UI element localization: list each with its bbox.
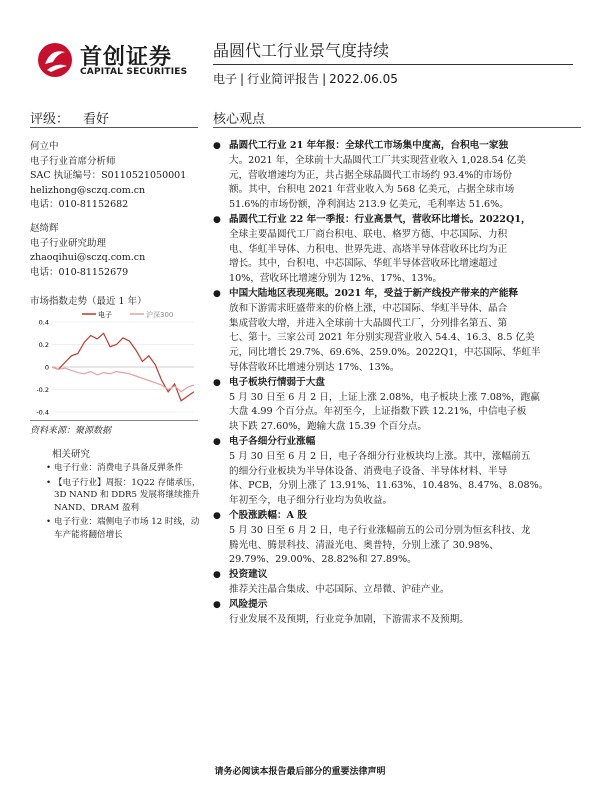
market-index-chart <box>30 308 198 418</box>
related-line: 3D NAND 和 DDR5 发展将继续推升 <box>54 490 200 500</box>
legend-label: 沪深300 <box>146 311 174 319</box>
section-bullet <box>213 509 581 524</box>
chart-title: 市场指数走势（最近 1 年） <box>30 296 147 307</box>
section-line: 年初至今，电子细分行业均为负收益。 <box>229 495 393 507</box>
y-tick-label: 0 <box>44 363 49 372</box>
brand-name-en: CAPITAL SECURITIES <box>80 67 188 77</box>
section-heading: ● 晶圆代工行业 22 年一季报：行业高景气，营收环比增长。2022Q1， <box>229 213 531 225</box>
report-meta <box>213 70 398 87</box>
section-line: 全球主要晶圆代工厂商台积电、联电、格罗方德、中芯国际、力积 <box>229 228 508 240</box>
y-tick-label: 0.4 <box>38 318 49 327</box>
analyst-card <box>30 222 145 280</box>
related-line: 车产能将翻倍增长 <box>54 529 123 540</box>
analyst-card <box>30 140 186 213</box>
section-line: 推荐关注晶合集成、中芯国际、立昂微、沪硅产业。 <box>229 583 450 595</box>
section-heading: ● 电子板块行情弱于大盘 <box>229 376 325 388</box>
section-line: 元，同比增长 29.7%、69.6%、259.0%。2022Q1，中芯国际、华虹半 <box>229 347 541 359</box>
section-line: 集成营收大增，并进入全球前十大晶圆代工厂，分列排名第五、第 <box>229 317 508 329</box>
analyst-email[interactable]: helizhong@sczq.com.cn <box>30 184 146 196</box>
analyst-phone: 电话：010-81152679 <box>30 266 129 278</box>
analyst-name: 何立中 <box>30 141 59 152</box>
section-line: 大盘 4.99 个百分点。年初至今，上证指数下跌 12.21%，中信电子板 <box>229 406 527 418</box>
section-heading: ● 个股涨跌幅：A 股 <box>229 509 307 521</box>
rating-label: 评级： <box>30 112 70 127</box>
section-line: 七、第十。三家公司 2021 年分别实现营业收入 54.4、16.3、8.5 亿美 <box>229 332 535 344</box>
rating-value: 看好 <box>83 112 110 127</box>
series-line-hs300 <box>52 367 194 392</box>
related-line: NAND、DRAM 盈利 <box>54 502 140 513</box>
section-body <box>213 524 581 568</box>
meta-separator: | <box>322 72 327 86</box>
core-divider <box>213 127 581 128</box>
analyst-cert: SAC 执证编号：S0110521050001 <box>30 170 187 181</box>
related-list <box>46 462 206 543</box>
meta-separator: | <box>240 72 245 86</box>
report-title: 晶圆代工行业景气度持续 <box>213 41 390 60</box>
legend-label: 电子 <box>98 311 112 319</box>
section-line: 5 月 30 日至 6 月 2 日，上证上涨 2.08%，电子板块上涨 7.08%，跑赢 <box>229 391 540 403</box>
section-line: 29.79%、29.00%、28.82%和 27.89%。 <box>229 554 417 566</box>
report-type: 行业简评报告 <box>247 72 320 86</box>
section-heading: ● 投资建议 <box>229 569 268 581</box>
related-line: • 【电子行业】周报：1Q22 存储承压， <box>54 477 201 488</box>
brand-name-cn: 首创证券 <box>80 45 173 70</box>
related-item[interactable] <box>46 516 206 541</box>
y-tick-label: -0.2 <box>36 386 49 394</box>
section-line: 5 月 30 日至 6 月 2 日，电子各细分行业板块均上涨。其中，涨幅前五 <box>229 450 531 462</box>
section-bullet <box>213 376 581 391</box>
related-item[interactable] <box>46 462 206 475</box>
section-line: 放和下游需求旺盛带来的价格上涨，中芯国际、华虹半导体、晶合 <box>229 302 508 314</box>
section-heading: ● 电子各细分行业涨幅 <box>229 435 316 447</box>
section-line: 51.6%的市场份额，净利润达 213.9 亿美元，毛利率达 51.6%。 <box>229 199 509 211</box>
section-body <box>213 613 581 628</box>
section-heading: ● 风险提示 <box>229 598 268 610</box>
section-bullet <box>213 435 581 450</box>
section-body <box>213 450 581 509</box>
rating <box>30 108 109 127</box>
chart-source: 资料来源：聚源数据 <box>30 426 112 436</box>
section-line: 导体营收环比增速分别达 17%、13%。 <box>229 361 400 373</box>
section-line: 大。2021 年，全球前十大晶圆代工厂共实现营业收入 1,028.54 亿美 <box>229 154 526 166</box>
section-line: 5 月 30 日至 6 月 2 日，电子行业涨幅前五的公司分别为恒玄科技、龙 <box>229 524 531 536</box>
analyst-name: 赵绮辉 <box>30 223 59 234</box>
y-tick-label: 0.2 <box>38 341 49 349</box>
section-bullet <box>213 287 581 376</box>
section-line: 腾光电、腾景科技、清溢光电、奥普特，分别上涨了 30.98%、 <box>229 539 499 551</box>
y-tick-label: -0.4 <box>36 408 49 417</box>
company-logo <box>37 40 197 80</box>
section-line: 体、PCB，分别上涨了 13.91%、11.63%、10.48%、8.47%、8.08%。 <box>229 480 549 492</box>
section-bullet <box>213 568 581 583</box>
core-content <box>213 139 581 627</box>
section-bullet <box>213 139 581 213</box>
report-date: 2022.06.05 <box>329 72 398 86</box>
section-line: 块下跌 27.60%，跑输大盘 15.39 个百分点。 <box>229 421 427 433</box>
logo-mark-icon <box>37 42 73 78</box>
analyst-title: 电子行业首席分析师 <box>30 155 116 167</box>
header-divider <box>213 64 573 65</box>
section-bullet <box>213 213 581 287</box>
section-line: 增长。其中，台积电、中芯国际、华虹半导体营收环比增速超过 <box>229 258 498 270</box>
section-line: 元，营收增速均为正，共占据全球晶圆代工市场约 93.4%的市场份 <box>229 169 512 181</box>
section-body <box>213 391 581 435</box>
related-heading: 相关研究 <box>52 449 91 460</box>
section-bullet <box>213 598 581 613</box>
related-item[interactable] <box>46 477 206 515</box>
section-heading: ● 中国大陆地区表现亮眼。2021 年，受益于新产线投产带来的产能释 <box>229 287 519 299</box>
core-heading: 核心观点 <box>213 112 266 127</box>
analyst-phone: 电话：010-81152682 <box>30 199 129 210</box>
section-line: 额。其中，台积电 2021 年营业收入为 568 亿美元，占据全球市场 <box>229 184 515 196</box>
analyst-title: 电子行业研究助理 <box>30 237 107 249</box>
chart-divider <box>30 420 198 421</box>
rating-divider <box>30 127 198 128</box>
section-line: 的细分行业板块为半导体设备、消费电子设备、半导体材料、半导 <box>229 465 508 477</box>
section-line: 行业发展不及预期，行业竞争加剧，下游需求不及预期。 <box>229 613 469 625</box>
section-heading: ● 晶圆代工行业 21 年年报：全球代工市场集中度高，台积电一家独 <box>229 140 509 151</box>
related-line: • 电子行业：消费电子具备反弹条件 <box>54 463 183 473</box>
section-line: 10%，营收环比增速分别为 12%、17%、13%。 <box>229 273 443 285</box>
report-sector: 电子 <box>213 72 238 86</box>
legal-footer: 请务必阅读本报告最后部分的重要法律声明 <box>214 767 386 777</box>
section-line: 电、华虹半导体、力积电、世界先进、高塔半导体营收环比均为正 <box>229 243 508 255</box>
related-line: • 电子行业：端侧电子市场 12 时线，动 <box>54 517 200 527</box>
section-body <box>213 583 581 598</box>
analyst-email[interactable]: zhaoqihui@sczq.com.cn <box>30 252 146 263</box>
